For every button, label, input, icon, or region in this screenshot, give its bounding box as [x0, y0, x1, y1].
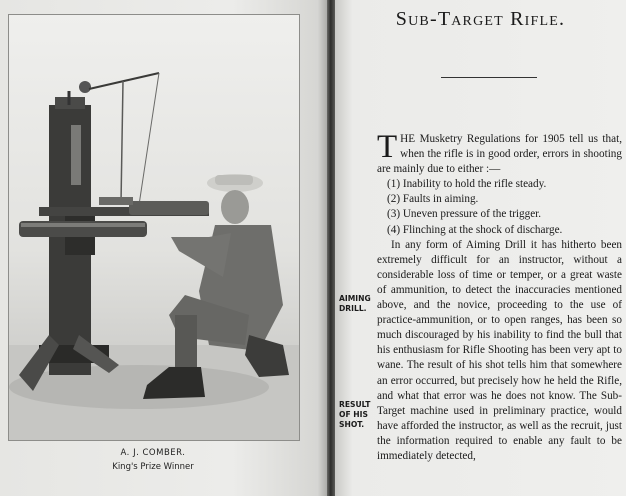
- photograph-rifleman-with-machine: [8, 14, 300, 441]
- list-item: (1) Inability to hold the rifle steady.: [387, 178, 547, 191]
- intro-text: HE Musketry Regulations for 1905 tell us that, when the rifle is in good order, errors in shooting are mainly due to either :—: [377, 133, 622, 176]
- photo-illustration: [9, 15, 299, 440]
- margin-note-result-of-shot: RESULT OF HIS SHOT.: [339, 400, 371, 429]
- intro-paragraph: [377, 129, 622, 177]
- caption-title: King's Prize Winner: [112, 462, 194, 472]
- aiming-drill-paragraph: In any form of Aiming Drill it has hitherto been extremely difficult for an instructor, without a considerable loss of time or temper, or a great waste of ammunition, to detect the inaccuracies mentioned above, and the novice, proceeding to the use of practice-ammunition, or to open ranges, has been so much discouraged by his inability to find the bull that his enthusiasm for Rifle Shooting has been very apt to wane. The result of his shot tells him that somewhere an error occurred, but precisely how he held the Rifle, and what that error was he does not know. The Sub-Target machine used in preliminary practice, would have afforded the instructor, as well as the recruit, just the information required to enable any fault to be immediately detected,: [377, 238, 622, 462]
- drop-cap: T: [377, 129, 398, 165]
- list-item: (4) Flinching at the shock of discharge.: [387, 223, 563, 236]
- caption-name: A. J. COMBER.: [120, 448, 186, 458]
- book-gutter: [327, 0, 335, 496]
- list-item: (2) Faults in aiming.: [387, 193, 479, 206]
- list-item: (3) Uneven pressure of the trigger.: [387, 208, 542, 221]
- error-list: [377, 177, 622, 237]
- page-title: Sub-Target Rifle.: [395, 8, 566, 30]
- body-text: [377, 129, 622, 464]
- margin-note-aiming-drill: AIMING DRILL.: [339, 294, 371, 313]
- title-rule: [441, 77, 537, 78]
- right-page: [335, 0, 626, 496]
